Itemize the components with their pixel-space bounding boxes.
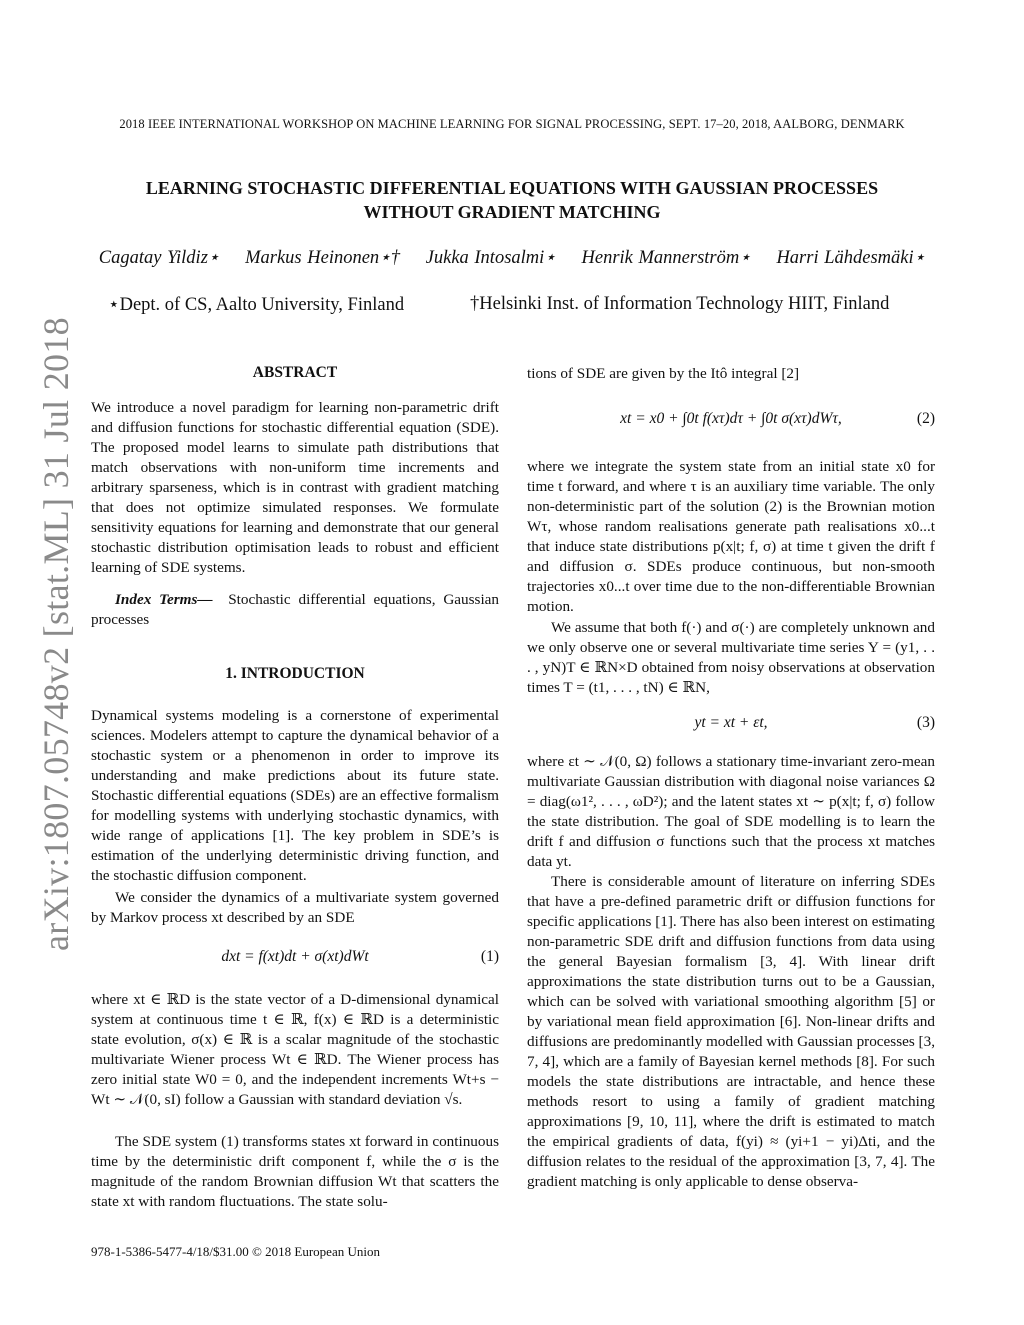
author: Henrik Mannerström⋆ bbox=[581, 248, 751, 268]
title-line-2: WITHOUT GRADIENT MATCHING bbox=[363, 202, 661, 222]
author: Harri Lähdesmäki⋆ bbox=[776, 248, 926, 268]
abstract-heading: ABSTRACT bbox=[252, 364, 338, 381]
intro-paragraph-4: The SDE system (1) transforms states xt forward in continuous time by the deterministic drift component f, while the σ is the magnitude of the random Brownian diffusion Wt that scatters the state xt with random fluctuations. The state solu- bbox=[91, 1133, 499, 1210]
conference-header: 2018 IEEE INTERNATIONAL WORKSHOP ON MACHINE LEARNING FOR SIGNAL PROCESSING, SEPT. 17–20, 2018, AALBORG, DENMARK bbox=[119, 117, 905, 131]
intro-paragraph-2: We consider the dynamics of a multivariate system governed by Markov process xt described by an SDE bbox=[91, 889, 499, 926]
author: Cagatay Yildiz⋆ bbox=[98, 248, 220, 268]
right-paragraph-3: We assume that both f(·) and σ(·) are completely unknown and we only observe one or several multivariate time series Y = (y1, . . . , yN)T ∈ ℝN×D obtained from noisy observations at observation times T = (t1, . . . , tN) ∈ ℝN, bbox=[527, 619, 935, 696]
author-list bbox=[60, 247, 964, 269]
equation-2 bbox=[527, 410, 935, 428]
abstract-text: We introduce a novel paradigm for learning non-parametric drift and diffusion functions for stochastic differential equation (SDE). The proposed model learns to simulate path distributions that match observations with non-uniform time increments and arbitrary sparseness, which is in contrast with gradient matching that does not optimize simulated responses. We formulate sensitivity equations for learning and demonstrate that our general stochastic distribution optimisation leads to robust and efficient learning of SDE systems. bbox=[91, 399, 499, 576]
equation-3 bbox=[527, 714, 935, 732]
equation-1-number: (1) bbox=[480, 948, 499, 965]
intro-heading: 1. INTRODUCTION bbox=[225, 665, 365, 682]
affiliation-aalto: ⋆Dept. of CS, Aalto University, Finland bbox=[108, 295, 405, 315]
index-terms bbox=[91, 590, 499, 630]
equation-3-number: (3) bbox=[916, 714, 935, 731]
author: Markus Heinonen⋆† bbox=[245, 248, 401, 268]
equation-3-body: yt = xt + εt, bbox=[694, 714, 768, 731]
copyright-footer: 978-1-5386-5477-4/18/$31.00 © 2018 European Union bbox=[91, 1244, 380, 1259]
author: Jukka Intosalmi⋆ bbox=[425, 248, 556, 268]
equation-2-number: (2) bbox=[916, 410, 935, 427]
right-paragraph-1: tions of SDE are given by the Itô integral [2] bbox=[527, 365, 800, 382]
index-terms-text: Stochastic differential equations, Gaussian processes bbox=[91, 591, 499, 628]
equation-1 bbox=[91, 948, 499, 966]
intro-paragraph-3: where xt ∈ ℝD is the state vector of a D-dimensional dynamical system at continuous time t ∈ ℝ, f(x) ∈ ℝD is a deterministic state evolution, σ(x) ∈ ℝ is a scalar magnitude of the stochastic multivariate Wiener process Wt ∈ ℝD. The Wiener process has zero initial state W0 = 0, and the independent increments Wt+s − Wt ∼ 𝒩(0, sI) follow a Gaussian with standard deviation √s. bbox=[91, 991, 499, 1108]
affiliation-hiit: †Helsinki Inst. of Information Technology HIIT, Finland bbox=[470, 294, 890, 314]
equation-2-body: xt = x0 + ∫0t f(xτ)dτ + ∫0t σ(xτ)dWτ, bbox=[620, 410, 842, 427]
index-terms-label: Index Terms— bbox=[115, 591, 213, 608]
equation-1-body: dxt = f(xt)dt + σ(xt)dWt bbox=[221, 948, 369, 965]
right-paragraph-4: where εt ∼ 𝒩(0, Ω) follows a stationary time-invariant zero-mean multivariate Gaussian distribution with diagonal noise variances Ω = diag(ω1², . . . , ωD²); and the latent states xt ∼ p(x|t; f, σ) follow the state distribution. The goal of SDE modelling is to learn the drift f and diffusion σ functions such that the process xt matches data yt. bbox=[527, 753, 935, 870]
paper-title bbox=[80, 176, 944, 224]
intro-paragraph-1: Dynamical systems modeling is a cornerstone of experimental sciences. Modelers attempt to capture the dynamical behavior of a stochastic system or a phenomenon in order to improve its understanding and make predictions about its future state. Stochastic differential equations (SDEs) are an effective formalism for modelling systems with underlying stochastic dynamics, with wide range of applications [1]. The key problem in SDE’s is estimation of the underlying deterministic driving function, and the stochastic diffusion component. bbox=[91, 707, 499, 884]
right-paragraph-5: There is considerable amount of literature on inferring SDEs that have a pre-defined parametric drift or diffusion functions for specific applications [1]. There has also been interest on estimating non-parametric SDE drift and diffusion functions from data using the general Bayesian formalism [3, 4]. With linear drift approximations the state distribution turns out to be a Gaussian, which can be solved with variational smoothing algorithm [5] or by variational mean field approximation [6]. Non-linear drifts and diffusions are predominantly modelled with Gaussian processes [3, 7, 4], which are a family of Bayesian kernel methods [8]. For such models the state distributions are intractable, and hence these methods resort to using a family of gradient matching approximations [9, 10, 11], where the drift is estimated to match the empirical gradients of data, f(yi) ≈ (yi+1 − yi)Δti, and the diffusion relates to the residual of the approximation [3, 7, 4]. The gradient matching is only applicable to dense observa- bbox=[527, 873, 936, 1190]
right-paragraph-2: where we integrate the system state from an initial state x0 for time t forward, and where τ is an auxiliary time variable. The only non-deterministic part of the solution (2) is the Brownian motion Wτ, whose random realisations generate path realisations x0...t that induce state distributions p(x|t; f, σ) at time t given the drift f and diffusion σ. SDEs produce continuous, but non-smooth trajectories x0...t over time due to the non-differentiable Brownian motion. bbox=[527, 458, 935, 615]
title-line-1: LEARNING STOCHASTIC DIFFERENTIAL EQUATIONS WITH GAUSSIAN PROCESSES bbox=[145, 178, 879, 198]
arxiv-sidebar-stamp: arXiv:1807.05748v2 [stat.ML] 31 Jul 2018 bbox=[36, 317, 76, 951]
